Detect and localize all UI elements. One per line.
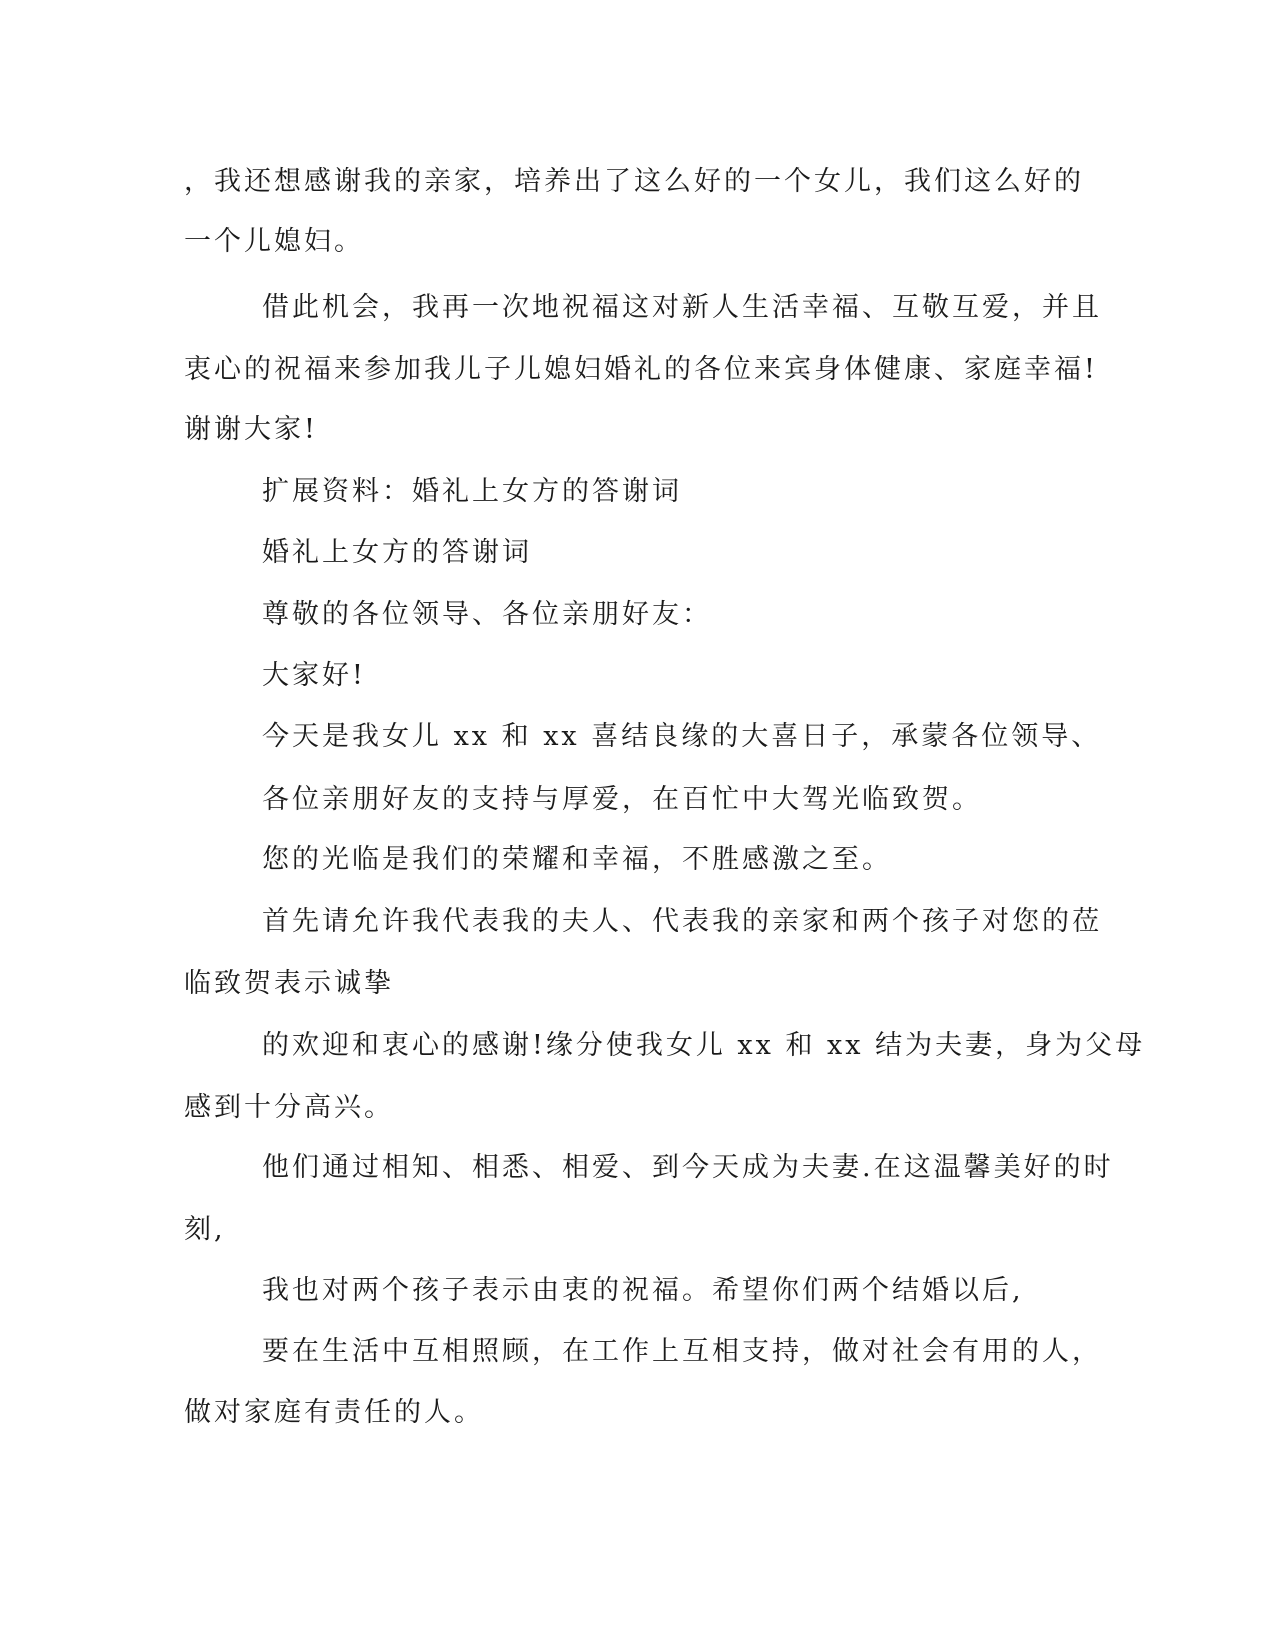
text-line: 借此机会，我再一次地祝福这对新人生活幸福、互敬互爱，并且 [262, 292, 1102, 323]
greeting: 大家好! [262, 660, 366, 691]
text-line: 做对家庭有责任的人。 [184, 1397, 484, 1428]
text-line: 衷心的祝福来参加我儿子儿媳妇婚礼的各位来宾身体健康、家庭幸福! [184, 354, 1098, 385]
text-line: 要在生活中互相照顾，在工作上互相支持，做对社会有用的人， [262, 1336, 1102, 1367]
text-line: ，我还想感谢我的亲家，培养出了这么好的一个女儿，我们这么好的 [184, 166, 1084, 197]
section-heading: 扩展资料：婚礼上女方的答谢词 [262, 476, 682, 507]
text-line: 谢谢大家! [184, 414, 318, 445]
text-line: 感到十分高兴。 [184, 1092, 394, 1123]
text-line: 今天是我女儿 xx 和 xx 喜结良缘的大喜日子，承蒙各位领导、 [262, 721, 1102, 752]
text-line: 临致贺表示诚挚 [184, 968, 394, 999]
speech-title: 婚礼上女方的答谢词 [262, 537, 532, 568]
text-line: 他们通过相知、相悉、相爱、到今天成为夫妻.在这温馨美好的时 [262, 1152, 1114, 1183]
text-line: 我也对两个孩子表示由衷的祝福。希望你们两个结婚以后, [262, 1275, 1024, 1306]
text-line: 首先请允许我代表我的夫人、代表我的亲家和两个孩子对您的莅 [262, 906, 1102, 937]
text-line: 一个儿媳妇。 [184, 226, 364, 257]
text-line: 的欢迎和衷心的感谢!缘分使我女儿 xx 和 xx 结为夫妻，身为父母 [262, 1030, 1146, 1061]
text-line: 各位亲朋好友的支持与厚爱，在百忙中大驾光临致贺。 [262, 784, 982, 815]
text-line: 刻, [184, 1214, 226, 1245]
salutation: 尊敬的各位领导、各位亲朋好友： [262, 599, 712, 630]
text-line: 您的光临是我们的荣耀和幸福，不胜感激之至。 [262, 844, 892, 875]
